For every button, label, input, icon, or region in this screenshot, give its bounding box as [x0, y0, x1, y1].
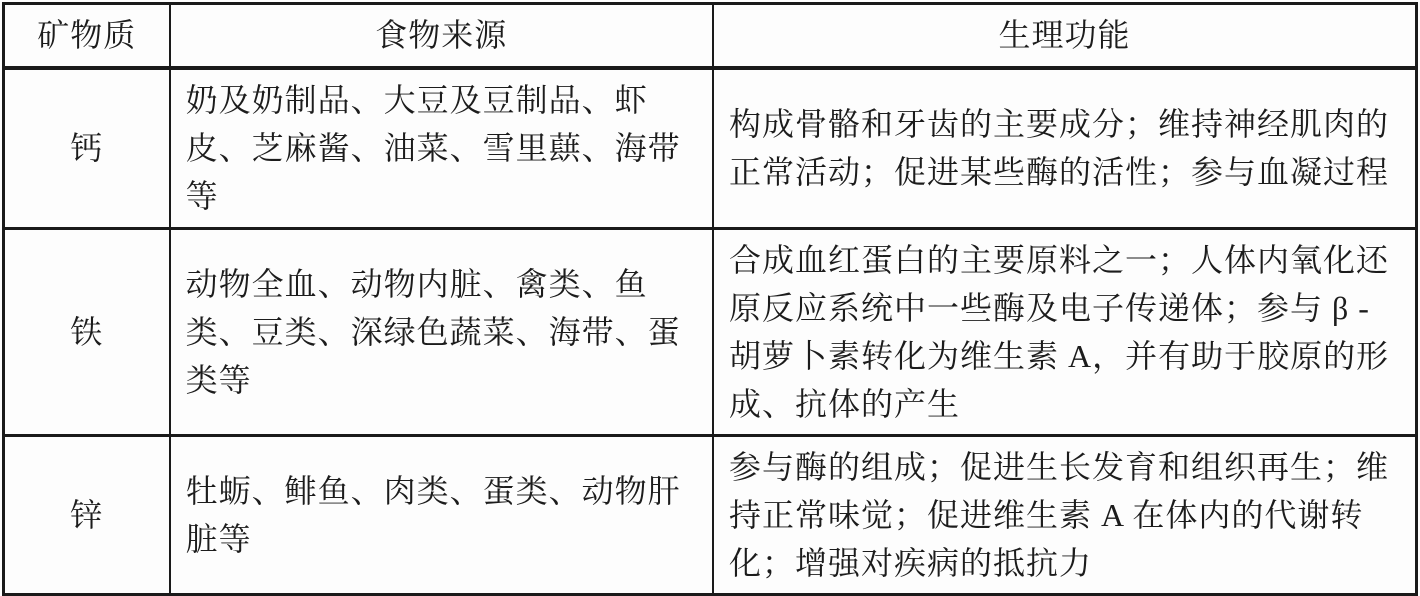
minerals-table: [2, 2, 1418, 596]
cell-food-sources-calcium: 奶及奶制品、大豆及豆制品、虾皮、芝麻酱、油菜、雪里蕻、海带等: [170, 68, 713, 229]
cell-mineral-zinc: 锌: [4, 436, 170, 595]
header-food-sources: 食物来源: [170, 4, 713, 68]
cell-mineral-iron: 铁: [4, 229, 170, 436]
cell-functions-calcium: 构成骨骼和牙齿的主要成分；维持神经肌肉的正常活动；促进某些酶的活性；参与血凝过程: [713, 68, 1417, 229]
cell-food-sources-zinc: 牡蛎、鲱鱼、肉类、蛋类、动物肝脏等: [170, 436, 713, 595]
cell-functions-zinc: 参与酶的组成；促进生长发育和组织再生；维持正常味觉；促进维生素 A 在体内的代谢转化；增强对疾病的抵抗力: [713, 436, 1417, 595]
cell-mineral-calcium: 钙: [4, 68, 170, 229]
header-mineral: 矿物质: [4, 4, 170, 68]
header-physiological-functions: 生理功能: [713, 4, 1417, 68]
page: [0, 2, 1420, 587]
cell-functions-iron: 合成血红蛋白的主要原料之一；人体内氧化还原反应系统中一些酶及电子传递体；参与 β - 胡萝卜素转化为维生素 A，并有助于胶原的形成、抗体的产生: [713, 229, 1417, 436]
table-row-iron: [4, 229, 1417, 436]
header-row: [4, 4, 1417, 68]
table-row-calcium: [4, 68, 1417, 229]
cell-food-sources-iron: 动物全血、动物内脏、禽类、鱼类、豆类、深绿色蔬菜、海带、蛋类等: [170, 229, 713, 436]
table-row-zinc: [4, 436, 1417, 595]
